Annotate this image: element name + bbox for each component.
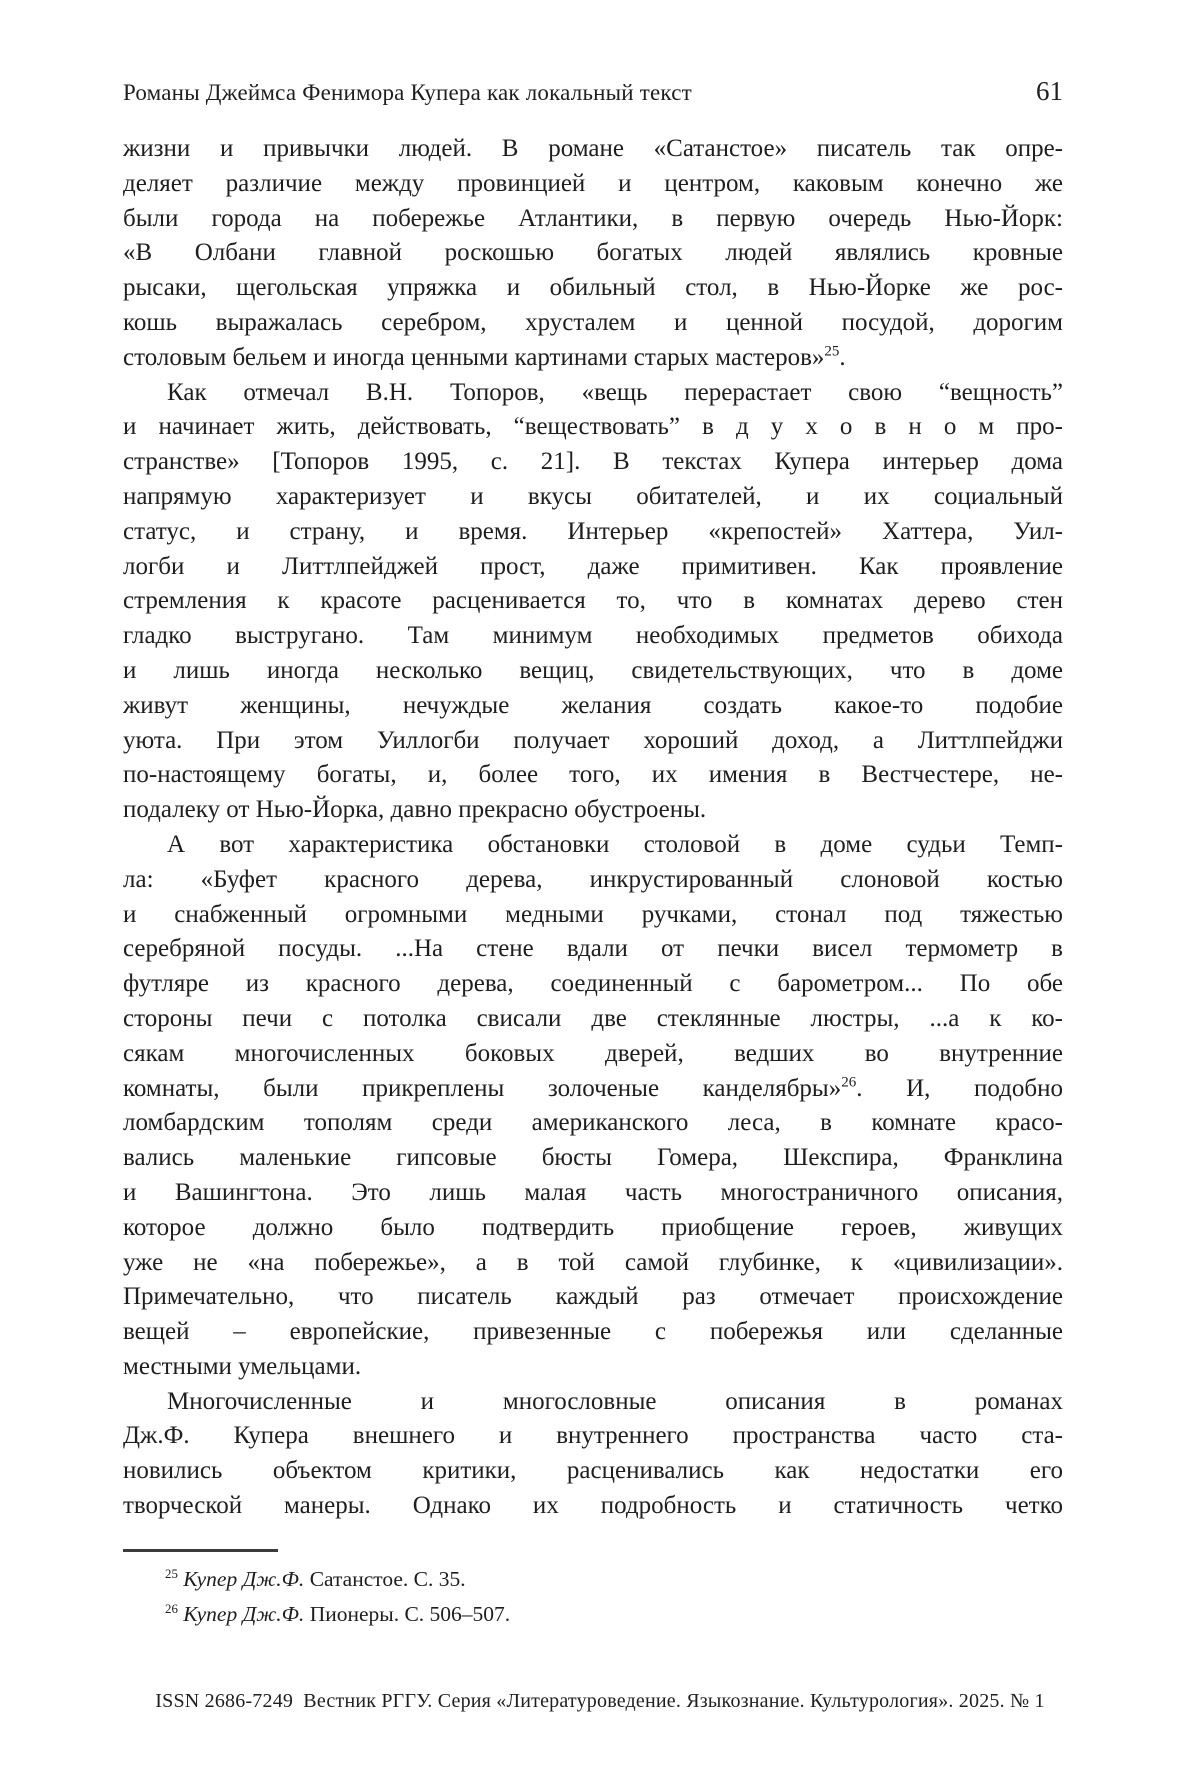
- paragraph: [123, 828, 1063, 1385]
- footnote-separator: [123, 1549, 278, 1552]
- text-line: Дж.Ф. Купера внешнего и внутреннего пространства часто ста-: [123, 1422, 1063, 1450]
- paragraph: [123, 376, 1063, 828]
- footnote-number: 25: [165, 1566, 178, 1581]
- page-number: 61: [1036, 76, 1063, 106]
- text-line: Примечательно, что писатель каждый раз отмечает происхождение: [123, 1283, 1063, 1311]
- text-line: ломбардским тополям среди американского леса, в комнате красо-: [123, 1109, 1063, 1137]
- paragraph: [123, 132, 1063, 376]
- text-line: «В Олбани главной роскошью богатых людей являлись кровные: [123, 239, 1063, 267]
- text-line: кошь выражалась серебром, хрусталем и ценной посудой, дорогим: [123, 308, 1063, 336]
- text-line: статус, и страну, и время. Интерьер «крепостей» Хаттера, Уил-: [123, 517, 1063, 545]
- footnote-number: 26: [165, 1601, 178, 1616]
- text-line: деляет различие между провинцией и центром, каковым конечно же: [123, 169, 1063, 197]
- text-line: и лишь иногда несколько вещиц, свидетельствующих, что в доме: [123, 656, 1063, 684]
- footnote-text: Пионеры. С. 506–507.: [304, 1602, 511, 1626]
- footnote-ref: 25: [824, 343, 840, 360]
- footnote-item: [123, 1597, 1063, 1632]
- page-footer: [0, 1690, 1200, 1713]
- issn-line: ISSN 2686-7249 Вестник РГГУ. Серия «Литературоведение. Языкознание. Культурология». 2025. № 1: [155, 1690, 1045, 1712]
- text-line: и Вашингтона. Это лишь малая часть многостраничного описания,: [123, 1178, 1063, 1206]
- body-text: [123, 132, 1063, 1524]
- text-line: стороны печи с потолка свисали две стеклянные люстры, ...а к ко-: [123, 1004, 1063, 1032]
- text-line: уже не «на побережье», а в той самой глубинке, к «цивилизации».: [123, 1248, 1063, 1276]
- text-line: гладко выстругано. Там минимум необходимых предметов обихода: [123, 622, 1063, 650]
- text-line: напрямую характеризует и вкусы обитателей, и их социальный: [123, 482, 1063, 510]
- text-line: стремления к красоте расценивается то, что в комнатах дерево стен: [123, 587, 1063, 615]
- text-line: комнаты, были прикреплены золоченые канделябры»$^{26}$. И, подобно: [123, 1074, 1063, 1102]
- text-line: Как отмечал В.Н. Топоров, «вещь перерастает свою “вещность”: [167, 378, 1063, 406]
- footnotes-list: [123, 1562, 1063, 1632]
- running-title: Романы Джеймса Фенимора Купера как локальный текст: [123, 80, 692, 105]
- page-header: [123, 76, 1063, 107]
- text-line: серебряной посуды. ...На стене вдали от печки висел термометр в: [123, 935, 1063, 963]
- text-line: по-настоящему богаты, и, более того, их имения в Вестчестере, не-: [123, 761, 1063, 789]
- footnote-author: Купер Дж.Ф.: [177, 1567, 305, 1591]
- text-line: вещей – европейские, привезенные с побережья или сделанные: [123, 1318, 1063, 1346]
- text-line: футляре из красного дерева, соединенный с барометром... По обе: [123, 970, 1063, 998]
- text-line: творческой манеры. Однако их подробность и статичность четко: [123, 1492, 1063, 1520]
- footnote-text: Сатанстое. С. 35.: [304, 1567, 466, 1591]
- text-line: ла: «Буфет красного дерева, инкрустированный слоновой костью: [123, 865, 1063, 893]
- text-line: А вот характеристика обстановки столовой в доме судьи Темп-: [167, 830, 1063, 858]
- text-line: рысаки, щегольская упряжка и обильный стол, в Нью-Йорке же рос-: [123, 274, 1063, 302]
- footnote-ref: 26: [841, 1074, 857, 1091]
- text-line: и снабженный огромными медными ручками, стонал под тяжестью: [123, 900, 1063, 928]
- text-line: живут женщины, нечуждые желания создать какое-то подобие: [123, 691, 1063, 719]
- text-line: и начинает жить, действовать, “веществовать” в д у х о в н о м про-: [123, 413, 1063, 441]
- text-line: местными умельцами.: [123, 1352, 362, 1380]
- text-line: сякам многочисленных боковых дверей, ведших во внутренние: [123, 1039, 1063, 1067]
- text-line: уюта. При этом Уиллогби получает хороший доход, а Литтлпейджи: [123, 726, 1063, 754]
- text-line: которое должно было подтвердить приобщение героев, живущих: [123, 1213, 1063, 1241]
- text-line: странстве» [Топоров 1995, с. 21]. В текстах Купера интерьер дома: [123, 448, 1063, 476]
- text-line: новились объектом критики, расценивались как недостатки его: [123, 1457, 1063, 1485]
- text-line: вались маленькие гипсовые бюсты Гомера, Шекспира, Франклина: [123, 1144, 1063, 1172]
- text-line: жизни и привычки людей. В романе «Сатанстое» писатель так опре-: [123, 135, 1063, 162]
- paragraph: [123, 1385, 1063, 1524]
- text-line: столовым бельем и иногда ценными картинами старых мастеров»$^{25}$.: [123, 343, 846, 371]
- text-line: подалеку от Нью-Йорка, давно прекрасно обустроены.: [123, 796, 707, 824]
- text-line: Многочисленные и многословные описания в романах: [167, 1387, 1063, 1415]
- text-line: логби и Литтлпейджей прост, даже примитивен. Как проявление: [123, 552, 1063, 580]
- footnote-item: [123, 1562, 1063, 1597]
- text-line: были города на побережье Атлантики, в первую очередь Нью-Йорк:: [123, 204, 1063, 232]
- footnote-author: Купер Дж.Ф.: [177, 1602, 305, 1626]
